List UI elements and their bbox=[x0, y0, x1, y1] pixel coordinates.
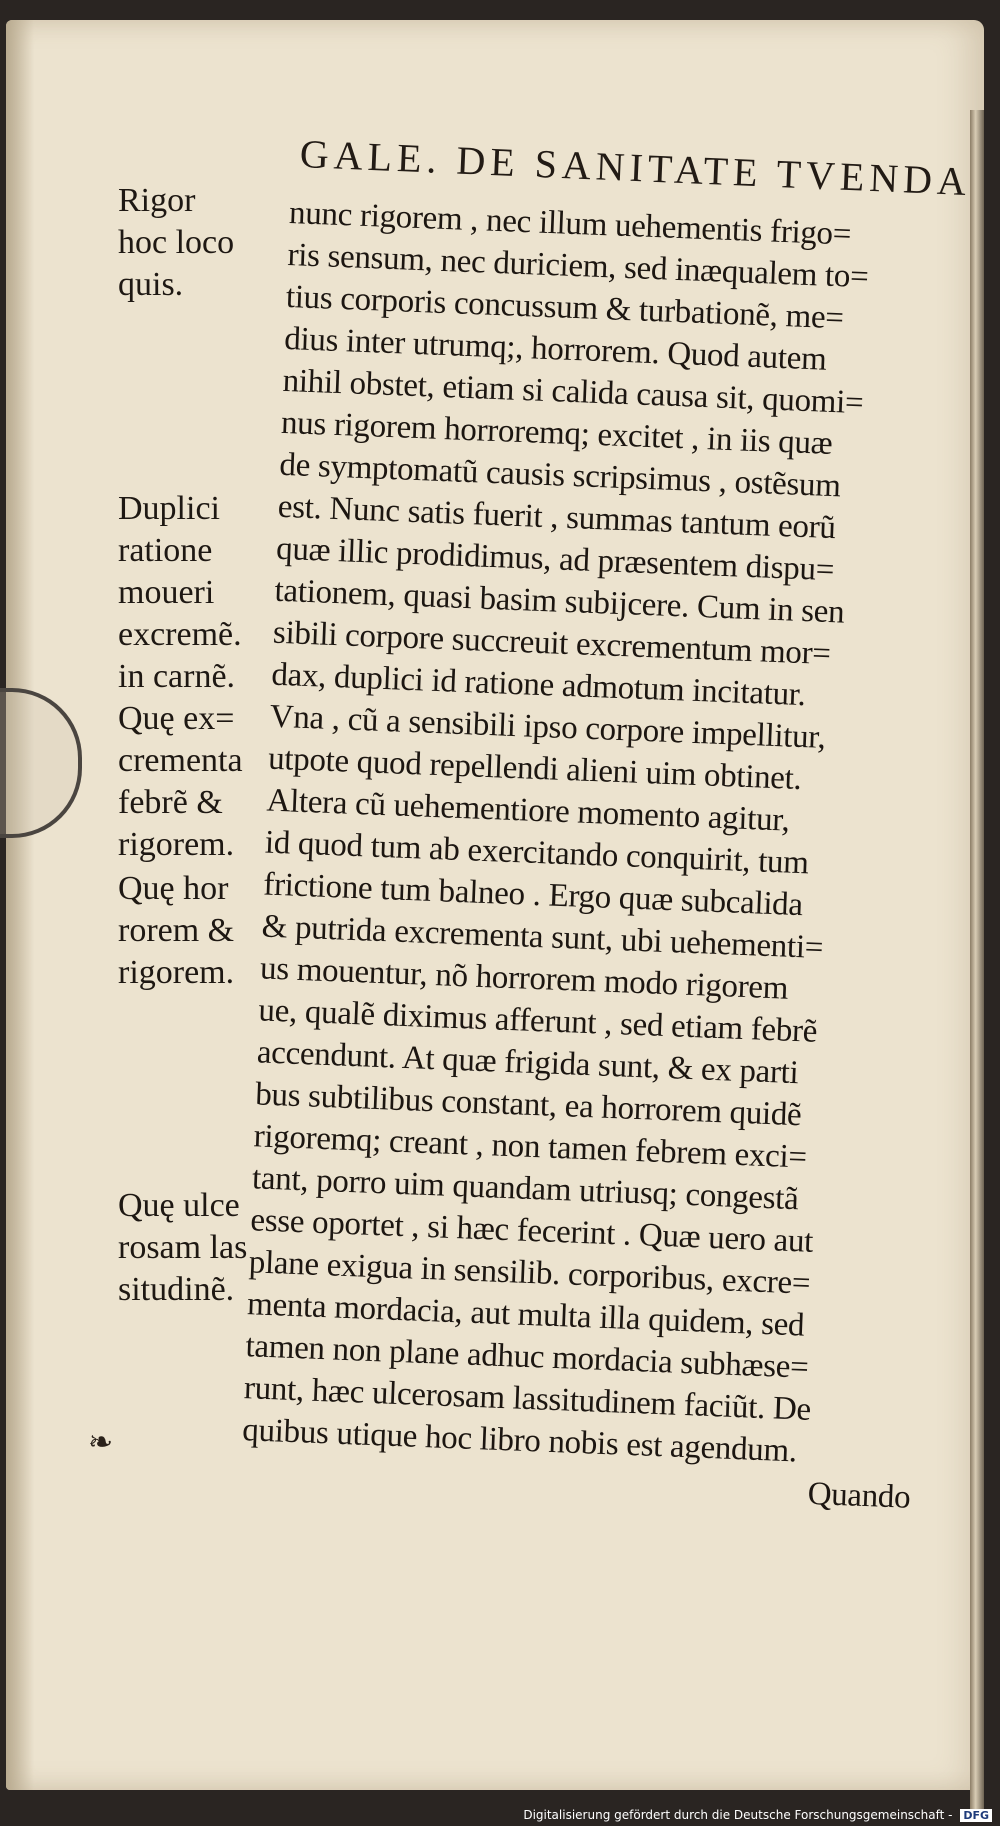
text-line: dius inter utrumq;, horrorem. Quod autem bbox=[283, 320, 828, 378]
text-line: frictione tum balneo . Ergo quæ subcalida bbox=[262, 866, 804, 924]
text-line: tamen non plane adhuc mordacia subhæse= bbox=[244, 1328, 810, 1386]
running-header: GALE. DE SANITATE TVENDA bbox=[299, 131, 972, 205]
text-line: utpote quod repellendi alieni uim obtinet. bbox=[267, 740, 803, 798]
text-line: runt, hæc ulcerosam lassitudinem faciũt. De bbox=[243, 1370, 812, 1428]
text-line: nihil obstet, etiam si calida causa sit, quomi= bbox=[282, 362, 864, 422]
text-line: Vna , cũ a sensibili ipso corpore impellitur, bbox=[269, 698, 827, 756]
text-line: de symptomatũ causis scripsimus , ostẽsum bbox=[278, 446, 842, 505]
catchword: Quando bbox=[807, 1475, 912, 1516]
text-line: quibus utique hoc libro nobis est agendum. bbox=[241, 1412, 798, 1470]
text-line: dax, duplici id ratione admotum incitatur. bbox=[270, 656, 807, 714]
text-line: nus rigorem horroremq; excitet , in iis quæ bbox=[280, 404, 834, 462]
margin-note: Quę ex= crementa febrẽ & rigorem. bbox=[118, 700, 243, 863]
text-line: nunc rigorem , nec illum uehementis frigo= bbox=[288, 194, 852, 253]
text-line: accendunt. At quæ frigida sunt, & ex parti bbox=[256, 1034, 800, 1092]
text-line: us mouentur, nõ horrorem modo rigorem bbox=[259, 950, 789, 1007]
margin-note: Quę ulce rosam las situdinẽ. bbox=[118, 1187, 248, 1308]
text-line: tationem, quasi basim subijcere. Cum in sen bbox=[273, 572, 845, 631]
text-line: ue, qualẽ diximus afferunt , sed etiam febrẽ bbox=[257, 992, 818, 1050]
margin-note: Rigor hoc loco quis. bbox=[118, 182, 235, 303]
main-text bbox=[240, 192, 969, 1519]
text-line: tius corporis concussum & turbationẽ, me= bbox=[285, 278, 845, 337]
text-line: menta mordacia, aut multa illa quidem, sed bbox=[246, 1286, 805, 1344]
text-line: est. Nunc satis fuerit , summas tantum eorũ bbox=[277, 488, 837, 547]
text-line: tant, porro uim quandam utriusq; congestã bbox=[251, 1160, 800, 1218]
margin-note: Quę hor rorem & rigorem. bbox=[118, 870, 235, 991]
page-gutter bbox=[6, 20, 34, 1790]
credit-text: Digitalisierung gefördert durch die Deutsche Forschungsgemeinschaft - bbox=[523, 1808, 953, 1822]
text-line: Altera cũ uehementiore momento agitur, bbox=[265, 782, 791, 839]
dfg-logo: DFG bbox=[960, 1809, 992, 1822]
digitization-credit bbox=[523, 1808, 992, 1822]
text-line: ris sensum, nec duriciem, sed inæqualem to= bbox=[286, 236, 870, 296]
text-line: & putrida excrementa sunt, ubi uehementi= bbox=[261, 908, 824, 967]
page-edge bbox=[970, 110, 984, 1810]
text-line: plane exigua in sensilib. corporibus, excre= bbox=[248, 1244, 811, 1302]
text-line: id quod tum ab exercitando conquirit, tum bbox=[264, 824, 810, 882]
margin-note: Duplici ratione moueri excremẽ. in carnẽ. bbox=[118, 490, 242, 695]
text-line: rigoremq; creant , non tamen febrem exci= bbox=[253, 1118, 808, 1176]
text-line: bus subtilibus constant, ea horrorem quidẽ bbox=[254, 1076, 803, 1134]
printer-ornament-icon: ❧ bbox=[88, 1425, 114, 1460]
text-line: sibili corpore succreuit excrementum mor= bbox=[272, 614, 832, 673]
text-line: quæ illic prodidimus, ad præsentem dispu= bbox=[275, 530, 835, 589]
text-line: esse oportet , si hæc fecerint . Quæ uero aut bbox=[249, 1202, 814, 1260]
